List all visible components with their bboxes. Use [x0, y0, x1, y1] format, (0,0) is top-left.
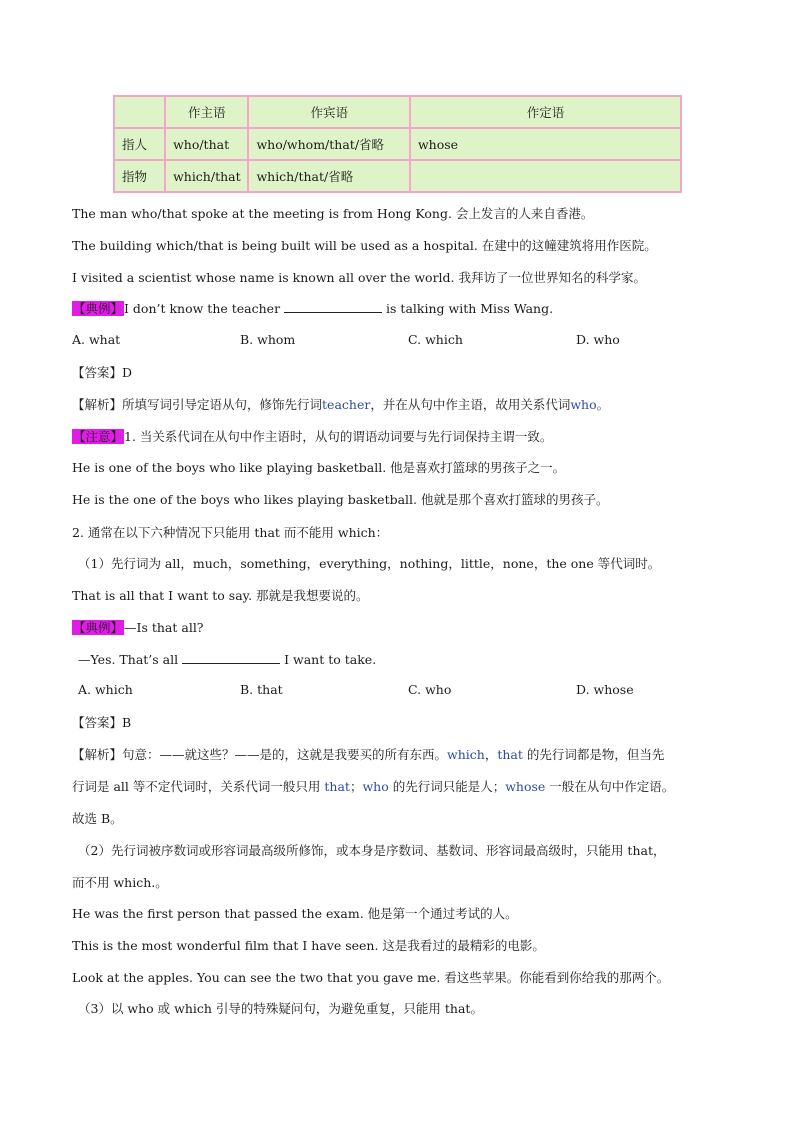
option-d: D. whose [576, 682, 634, 697]
analysis-label: 【解析】 [72, 747, 123, 762]
example-sentence: The building which/that is being built will be used as a hospital. 在建中的这幢建筑将用作医院。 [72, 238, 657, 253]
note-text: 1. 当关系代词在从句中作主语时，从句的谓语动词要与先行词保持主谓一致。 [124, 429, 553, 444]
analysis-keyword: who [362, 779, 389, 794]
analysis-text: ， [484, 747, 498, 762]
table-cell [410, 160, 681, 192]
analysis-keyword: that [497, 747, 523, 762]
analysis-line [72, 396, 609, 414]
rule-2-2-cont: 而不用 which.。 [72, 875, 168, 890]
question-text: I want to take. [284, 652, 377, 667]
question-text: I don’t know the teacher [124, 301, 281, 316]
analysis-text: 一般在从句中作定语。 [545, 779, 675, 794]
analysis-line: 故选 B。 [72, 811, 123, 826]
relative-pronoun-table [113, 95, 682, 193]
analysis-keyword: teacher [322, 397, 371, 412]
rule-2-1: （1）先行词为 all，much，something，everything，nothing，little，none，the one 等代词时。 [78, 556, 661, 571]
answer-blank [182, 651, 280, 664]
analysis-label: 【解析】 [72, 397, 123, 412]
analysis-text: 。 [596, 397, 610, 412]
rule-2-2: （2）先行词被序数词或形容词最高级所修饰，或本身是序数词、基数词、形容词最高级时，只能用 that， [78, 843, 666, 858]
example-sentence: He is the one of the boys who likes playing basketball. 他就是那个喜欢打篮球的男孩子。 [72, 492, 609, 507]
example-tag: 【典例】 [73, 301, 124, 316]
answer-label: 【答案】 [72, 365, 123, 380]
rule-2: 2. 通常在以下六种情况下只能用 that 而不能用 which： [72, 525, 389, 540]
analysis-text: 所填写词引导定语从句，修饰先行词 [122, 397, 323, 412]
analysis-text: 的先行词都是物，但当先 [522, 747, 665, 762]
answer-line [72, 714, 131, 732]
note-line [72, 428, 552, 446]
option-a: A. what [72, 332, 121, 347]
table-cell: 指物 [114, 160, 165, 192]
analysis-line [72, 746, 664, 764]
answer-blank [284, 300, 382, 313]
table-cell: who/that [165, 128, 248, 160]
option-c: C. which [408, 332, 463, 347]
note-tag: 【注意】 [73, 429, 124, 444]
example-sentence: He is one of the boys who like playing basketball. 他是喜欢打篮球的男孩子之一。 [72, 460, 566, 475]
table-row [114, 128, 681, 160]
table-cell: which/that/省略 [248, 160, 410, 192]
analysis-line [72, 778, 674, 796]
option-b: B. that [240, 682, 283, 697]
analysis-text: 行词是 all 等不定代词时，关系代词一般只用 [72, 779, 325, 794]
table-header-cell: 作定语 [410, 96, 681, 128]
option-c: C. who [408, 682, 452, 697]
answer-value: D [122, 365, 133, 380]
option-b: B. whom [240, 332, 296, 347]
table-cell: who/whom/that/省略 [248, 128, 410, 160]
rule-2-3: （3）以 who 或 which 引导的特殊疑问句，为避免重复，只能用 that。 [78, 1001, 483, 1016]
table-header-cell [114, 96, 165, 128]
option-a: A. which [78, 682, 133, 697]
table-cell: whose [410, 128, 681, 160]
option-d: D. who [576, 332, 620, 347]
table-cell: 指人 [114, 128, 165, 160]
analysis-text: 句意：——就这些？——是的，这就是我要买的所有东西。 [122, 747, 448, 762]
table-row [114, 160, 681, 192]
answer-label: 【答案】 [72, 715, 123, 730]
analysis-keyword: whose [505, 779, 546, 794]
example-sentence: This is the most wonderful film that I have seen. 这是我看过的最精彩的电影。 [72, 938, 545, 953]
question-text-line [78, 651, 376, 669]
example-tag: 【典例】 [73, 620, 124, 635]
answer-value: B [122, 715, 132, 730]
analysis-keyword: who [570, 397, 597, 412]
question-text: —Yes. That’s all [78, 652, 179, 667]
analysis-text: 的先行词只能是人； [388, 779, 506, 794]
example-sentence: That is all that I want to say. 那就是我想要说的。 [72, 588, 369, 603]
question-text: is talking with Miss Wang. [386, 301, 554, 316]
example-sentence: He was the first person that passed the exam. 他是第一个通过考试的人。 [72, 906, 518, 921]
example-question-2 [72, 619, 204, 637]
example-question-1 [72, 300, 553, 318]
analysis-keyword: which [447, 747, 485, 762]
example-sentence: The man who/that spoke at the meeting is from Hong Kong. 会上发言的人来自香港。 [72, 206, 594, 221]
question-text: —Is that all? [124, 620, 204, 635]
analysis-text: ，并在从句中作主语，故用关系代词 [370, 397, 571, 412]
example-sentence: Look at the apples. You can see the two that you gave me. 看这些苹果。你能看到你给我的那两个。 [72, 970, 670, 985]
table-cell: which/that [165, 160, 248, 192]
analysis-keyword: that [324, 779, 350, 794]
example-sentence: I visited a scientist whose name is known all over the world. 我拜访了一位世界知名的科学家。 [72, 270, 646, 285]
answer-line [72, 364, 132, 382]
table-header-cell: 作宾语 [248, 96, 410, 128]
table-header-row [114, 96, 681, 128]
analysis-text: ； [349, 779, 363, 794]
table-header-cell: 作主语 [165, 96, 248, 128]
